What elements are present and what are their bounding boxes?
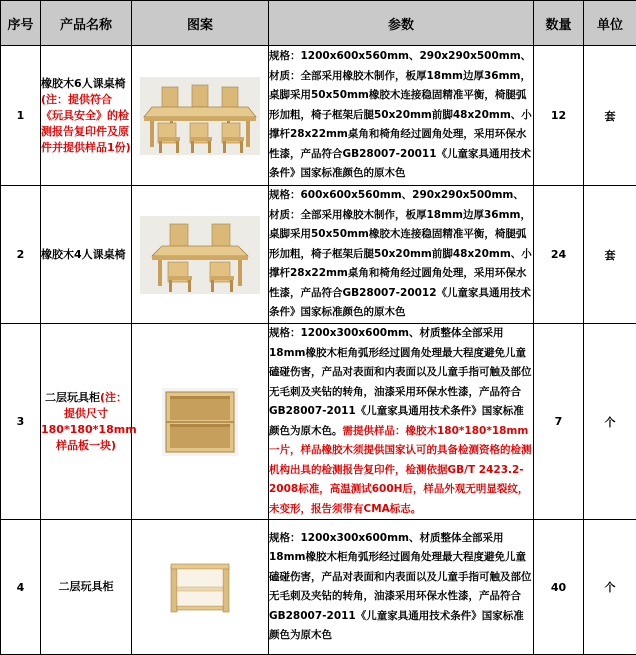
product-name: 二层玩具柜 bbox=[59, 580, 114, 593]
product-unit: 个 bbox=[584, 324, 636, 520]
product-unit: 套 bbox=[584, 186, 636, 324]
product-name: 二层玩具柜 bbox=[45, 391, 100, 404]
wooden-table-six-chairs-icon bbox=[140, 77, 260, 155]
row-number: 3 bbox=[1, 324, 41, 520]
product-name-cell bbox=[41, 520, 132, 655]
product-params: 规格：1200x300x600mm、材质整体全部采用18mm橡胶木柜角弧形经过圆角处理最大程度避免儿童磕碰伤害，产品对表面和内表面以及儿童手指可触及部位无毛刺及夹钻的转角，油漆采用环保水性漆，产品符合GB28007-2011《儿童家具通用技术条件》国家标准颜色为原木色 bbox=[269, 532, 532, 642]
open-shelf-icon bbox=[165, 556, 235, 618]
product-qty: 12 bbox=[534, 46, 584, 186]
table-row bbox=[1, 186, 636, 324]
product-image-cell bbox=[132, 46, 269, 186]
product-unit: 个 bbox=[584, 520, 636, 655]
product-params: 规格：1200x600x560mm、290x290x500mm、材质：全部采用橡胶木制作，板厚18mm边厚36mm，桌脚采用50x50mm橡胶木连接稳固精准平衡，椅腿弧形加粗，椅子框架后腿50x20mm前脚48x20mm、小撑杆28x22mm桌角和椅角经过圆角处理，采用环保水性漆，产品符合GB28007-20011《儿童家具通用技术条件》国家标准颜色的原木色 bbox=[269, 50, 532, 179]
product-name-cell bbox=[41, 186, 132, 324]
header-qty: 数量 bbox=[534, 1, 584, 46]
header-unit: 单位 bbox=[584, 1, 636, 46]
product-params: 规格：1200x300x600mm、材质整体全部采用18mm橡胶木柜角弧形经过圆角处理最大程度避免儿童磕碰伤害，产品对表面和内表面以及儿童手指可触及部位无毛刺及夹钻的转角，油漆采用环保水性漆，产品符合GB28007-2011《儿童家具通用技术条件》国家标准颜色为原木色。 bbox=[269, 327, 532, 437]
header-no: 序号 bbox=[1, 1, 41, 46]
product-params-cell bbox=[269, 186, 534, 324]
product-name-cell bbox=[41, 324, 132, 520]
header-image: 图案 bbox=[132, 1, 269, 46]
product-note: (注：提供符合《玩具安全》的检测报告复印件及原件并提供样品1份) bbox=[41, 93, 131, 154]
product-qty: 24 bbox=[534, 186, 584, 324]
header-row bbox=[1, 1, 636, 46]
header-params: 参数 bbox=[269, 1, 534, 46]
product-qty: 7 bbox=[534, 324, 584, 520]
row-number: 4 bbox=[1, 520, 41, 655]
product-note: (注：提供尺寸180*180*18mm样品板一块) bbox=[41, 391, 137, 452]
product-qty: 40 bbox=[534, 520, 584, 655]
product-name: 橡胶木4人课桌椅 bbox=[41, 248, 126, 261]
row-number: 1 bbox=[1, 46, 41, 186]
product-image-cell bbox=[132, 186, 269, 324]
product-params-red: 需提供样品：橡胶木180*180*18mm一片，样品橡胶木须提供国家认可的具备检测资格的检测机构出具的检测报告复印件，检测依据GB/T 2423.2-2008标准，高温测试600H后，样品外观无明显裂纹，未变形，报告须带有CMA标志。 bbox=[269, 425, 532, 515]
table-row bbox=[1, 46, 636, 186]
product-params-cell bbox=[269, 520, 534, 655]
product-image-cell bbox=[132, 324, 269, 520]
table-row bbox=[1, 324, 636, 520]
product-name-cell bbox=[41, 46, 132, 186]
product-params: 规格：600x600x560mm、290x290x500mm、材质：全部采用橡胶木制作，板厚18mm边厚36mm，桌脚采用50x50mm橡胶木连接稳固精准平衡，椅腿弧形加粗，椅子框架后腿50x20mm前脚48x20mm、小撑杆28x22mm桌角和椅角经过圆角处理，采用环保水性漆，产品符合GB28007-20012《儿童家具通用技术条件》国家标准颜色的原木色 bbox=[269, 189, 532, 318]
product-params-cell bbox=[269, 46, 534, 186]
product-unit: 套 bbox=[584, 46, 636, 186]
table-row bbox=[1, 520, 636, 655]
wooden-cabinet-icon bbox=[162, 388, 238, 456]
product-name: 橡胶木6人课桌椅 bbox=[41, 77, 126, 90]
wooden-table-four-chairs-icon bbox=[140, 216, 260, 294]
row-number: 2 bbox=[1, 186, 41, 324]
header-name: 产品名称 bbox=[41, 1, 132, 46]
product-image-cell bbox=[132, 520, 269, 655]
product-params-cell bbox=[269, 324, 534, 520]
